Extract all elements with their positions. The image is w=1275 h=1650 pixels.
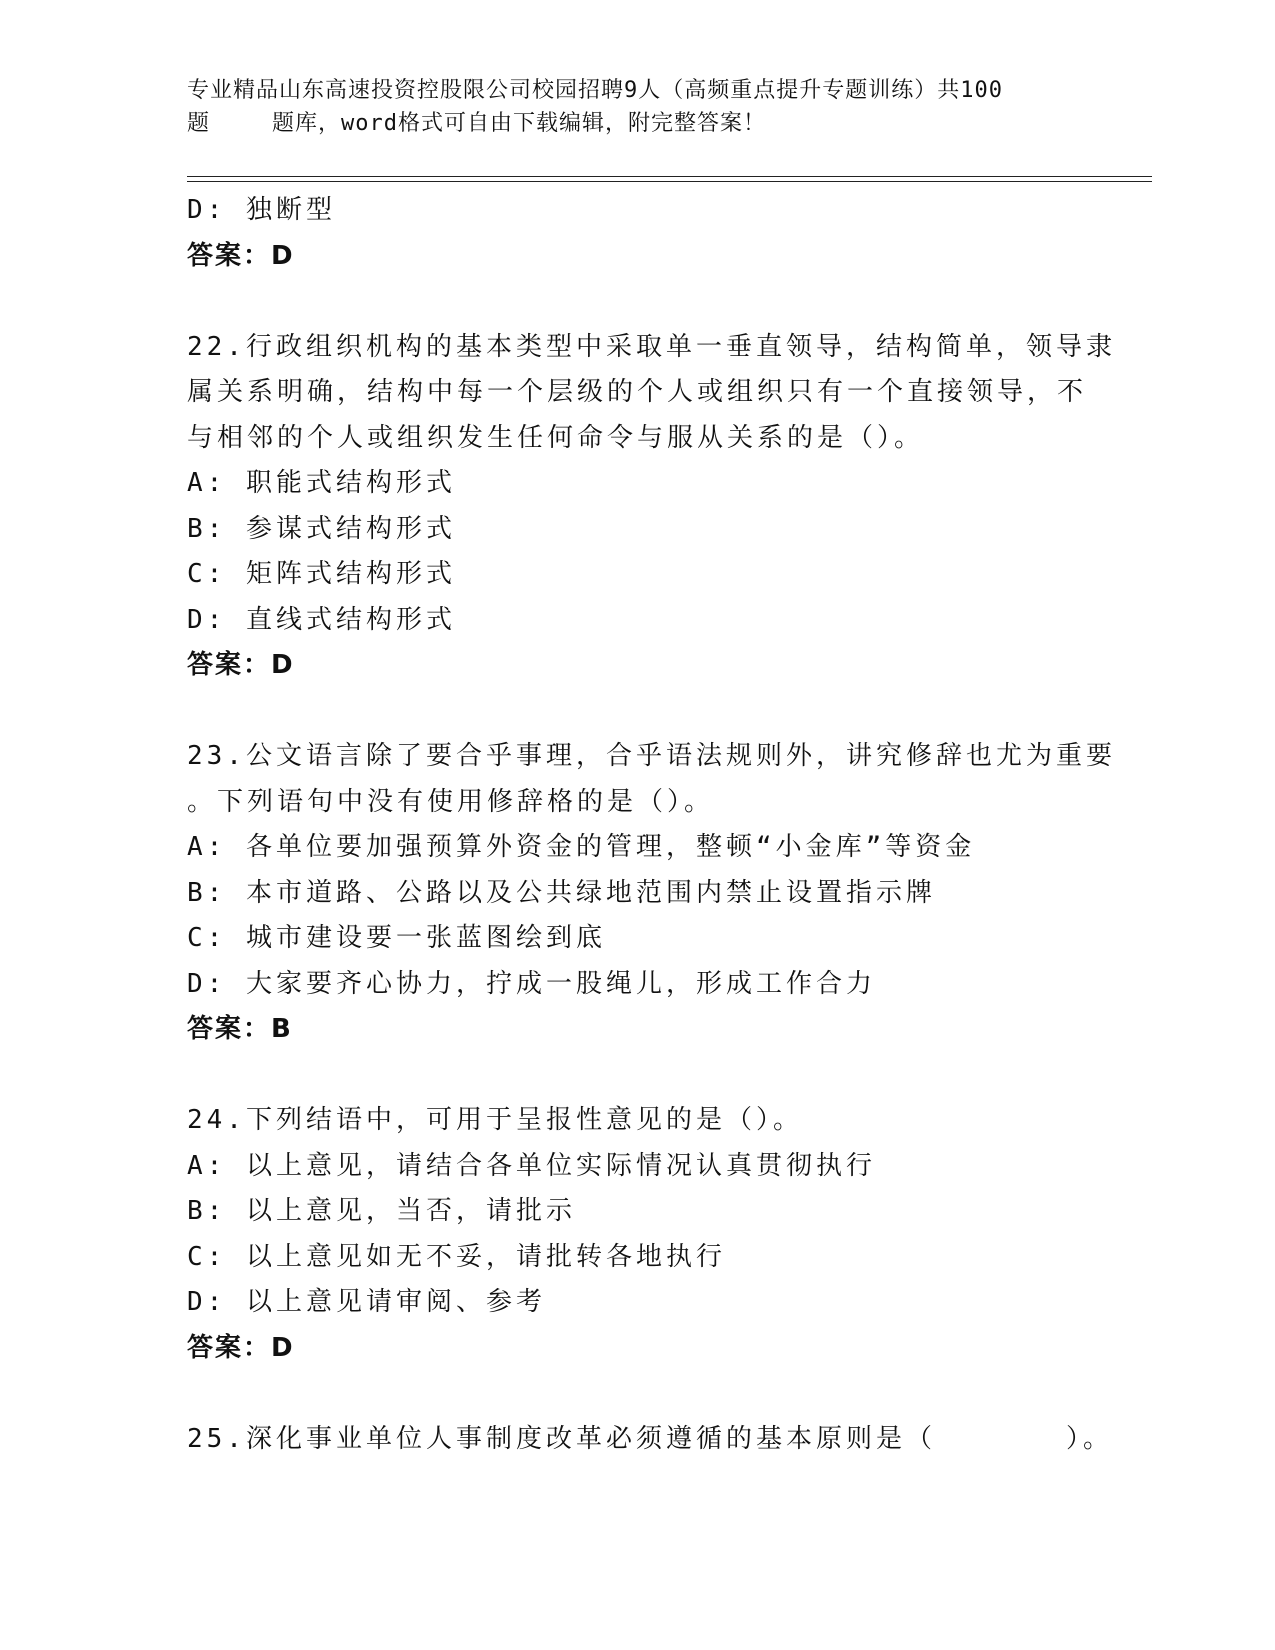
q23-stem-line1: 23.公文语言除了要合乎事理，合乎语法规则外，讲究修辞也尤为重要 xyxy=(187,741,1116,771)
q25-stem-left: 25.深化事业单位人事制度改革必须遵循的基本原则是（ xyxy=(187,1423,936,1454)
q22-option-d: D: 直线式结构形式 xyxy=(187,604,456,635)
q24-answer: 答案：D xyxy=(187,1332,295,1363)
q23-option-d: D: 大家要齐心协力，拧成一股绳儿，形成工作合力 xyxy=(187,968,876,999)
page-header xyxy=(187,74,1107,140)
q22-stem-line1: 22.行政组织机构的基本类型中采取单一垂直领导，结构简单，领导隶 xyxy=(187,331,1116,362)
q22-answer: 答案：D xyxy=(187,650,295,680)
header-line2-left: 题 xyxy=(187,111,211,136)
q22-option-a: A: 职能式结构形式 xyxy=(187,468,456,498)
q23-answer: 答案：B xyxy=(187,1014,293,1044)
q24-option-b: B: 以上意见，当否，请批示 xyxy=(187,1196,576,1226)
header-title-line1: 专业精品山东高速投资控股限公司校园招聘9人（高频重点提升专题训练）共100 xyxy=(187,78,1003,103)
q21-answer: 答案：D xyxy=(187,240,295,271)
q23-option-a: A: 各单位要加强预算外资金的管理，整顿“小金库”等资金 xyxy=(187,832,976,862)
q21-option-d: D: 独断型 xyxy=(187,195,336,225)
header-divider-bottom xyxy=(187,181,1152,182)
question-content xyxy=(187,188,1116,1462)
q24-option-d: D: 以上意见请审阅、参考 xyxy=(187,1287,546,1317)
q23-option-c: C: 城市建设要一张蓝图绘到底 xyxy=(187,923,606,953)
q23-option-b: B: 本市道路、公路以及公共绿地范围内禁止设置指示牌 xyxy=(187,877,936,908)
q25-stem-right: ）。 xyxy=(1065,1423,1113,1454)
q23-stem-line2: 。下列语句中没有使用修辞格的是（）。 xyxy=(187,786,715,817)
header-divider-top xyxy=(187,176,1152,177)
q24-stem-line1: 24.下列结语中，可用于呈报性意见的是（）。 xyxy=(187,1105,803,1135)
q24-option-a: A: 以上意见，请结合各单位实际情况认真贯彻执行 xyxy=(187,1150,876,1181)
q22-option-c: C: 矩阵式结构形式 xyxy=(187,559,456,589)
q24-option-c: C: 以上意见如无不妥，请批转各地执行 xyxy=(187,1241,726,1272)
q25-stem-line1 xyxy=(187,1417,1113,1463)
header-line2-right: 题库，word格式可自由下载编辑，附完整答案！ xyxy=(272,111,766,136)
q22-stem-line2: 属关系明确，结构中每一个层级的个人或组织只有一个直接领导，不 xyxy=(187,377,1088,407)
q22-option-b: B: 参谋式结构形式 xyxy=(187,513,456,544)
q22-stem-line3: 与相邻的个人或组织发生任何命令与服从关系的是（）。 xyxy=(187,422,925,453)
header-title-line2 xyxy=(187,107,1107,140)
